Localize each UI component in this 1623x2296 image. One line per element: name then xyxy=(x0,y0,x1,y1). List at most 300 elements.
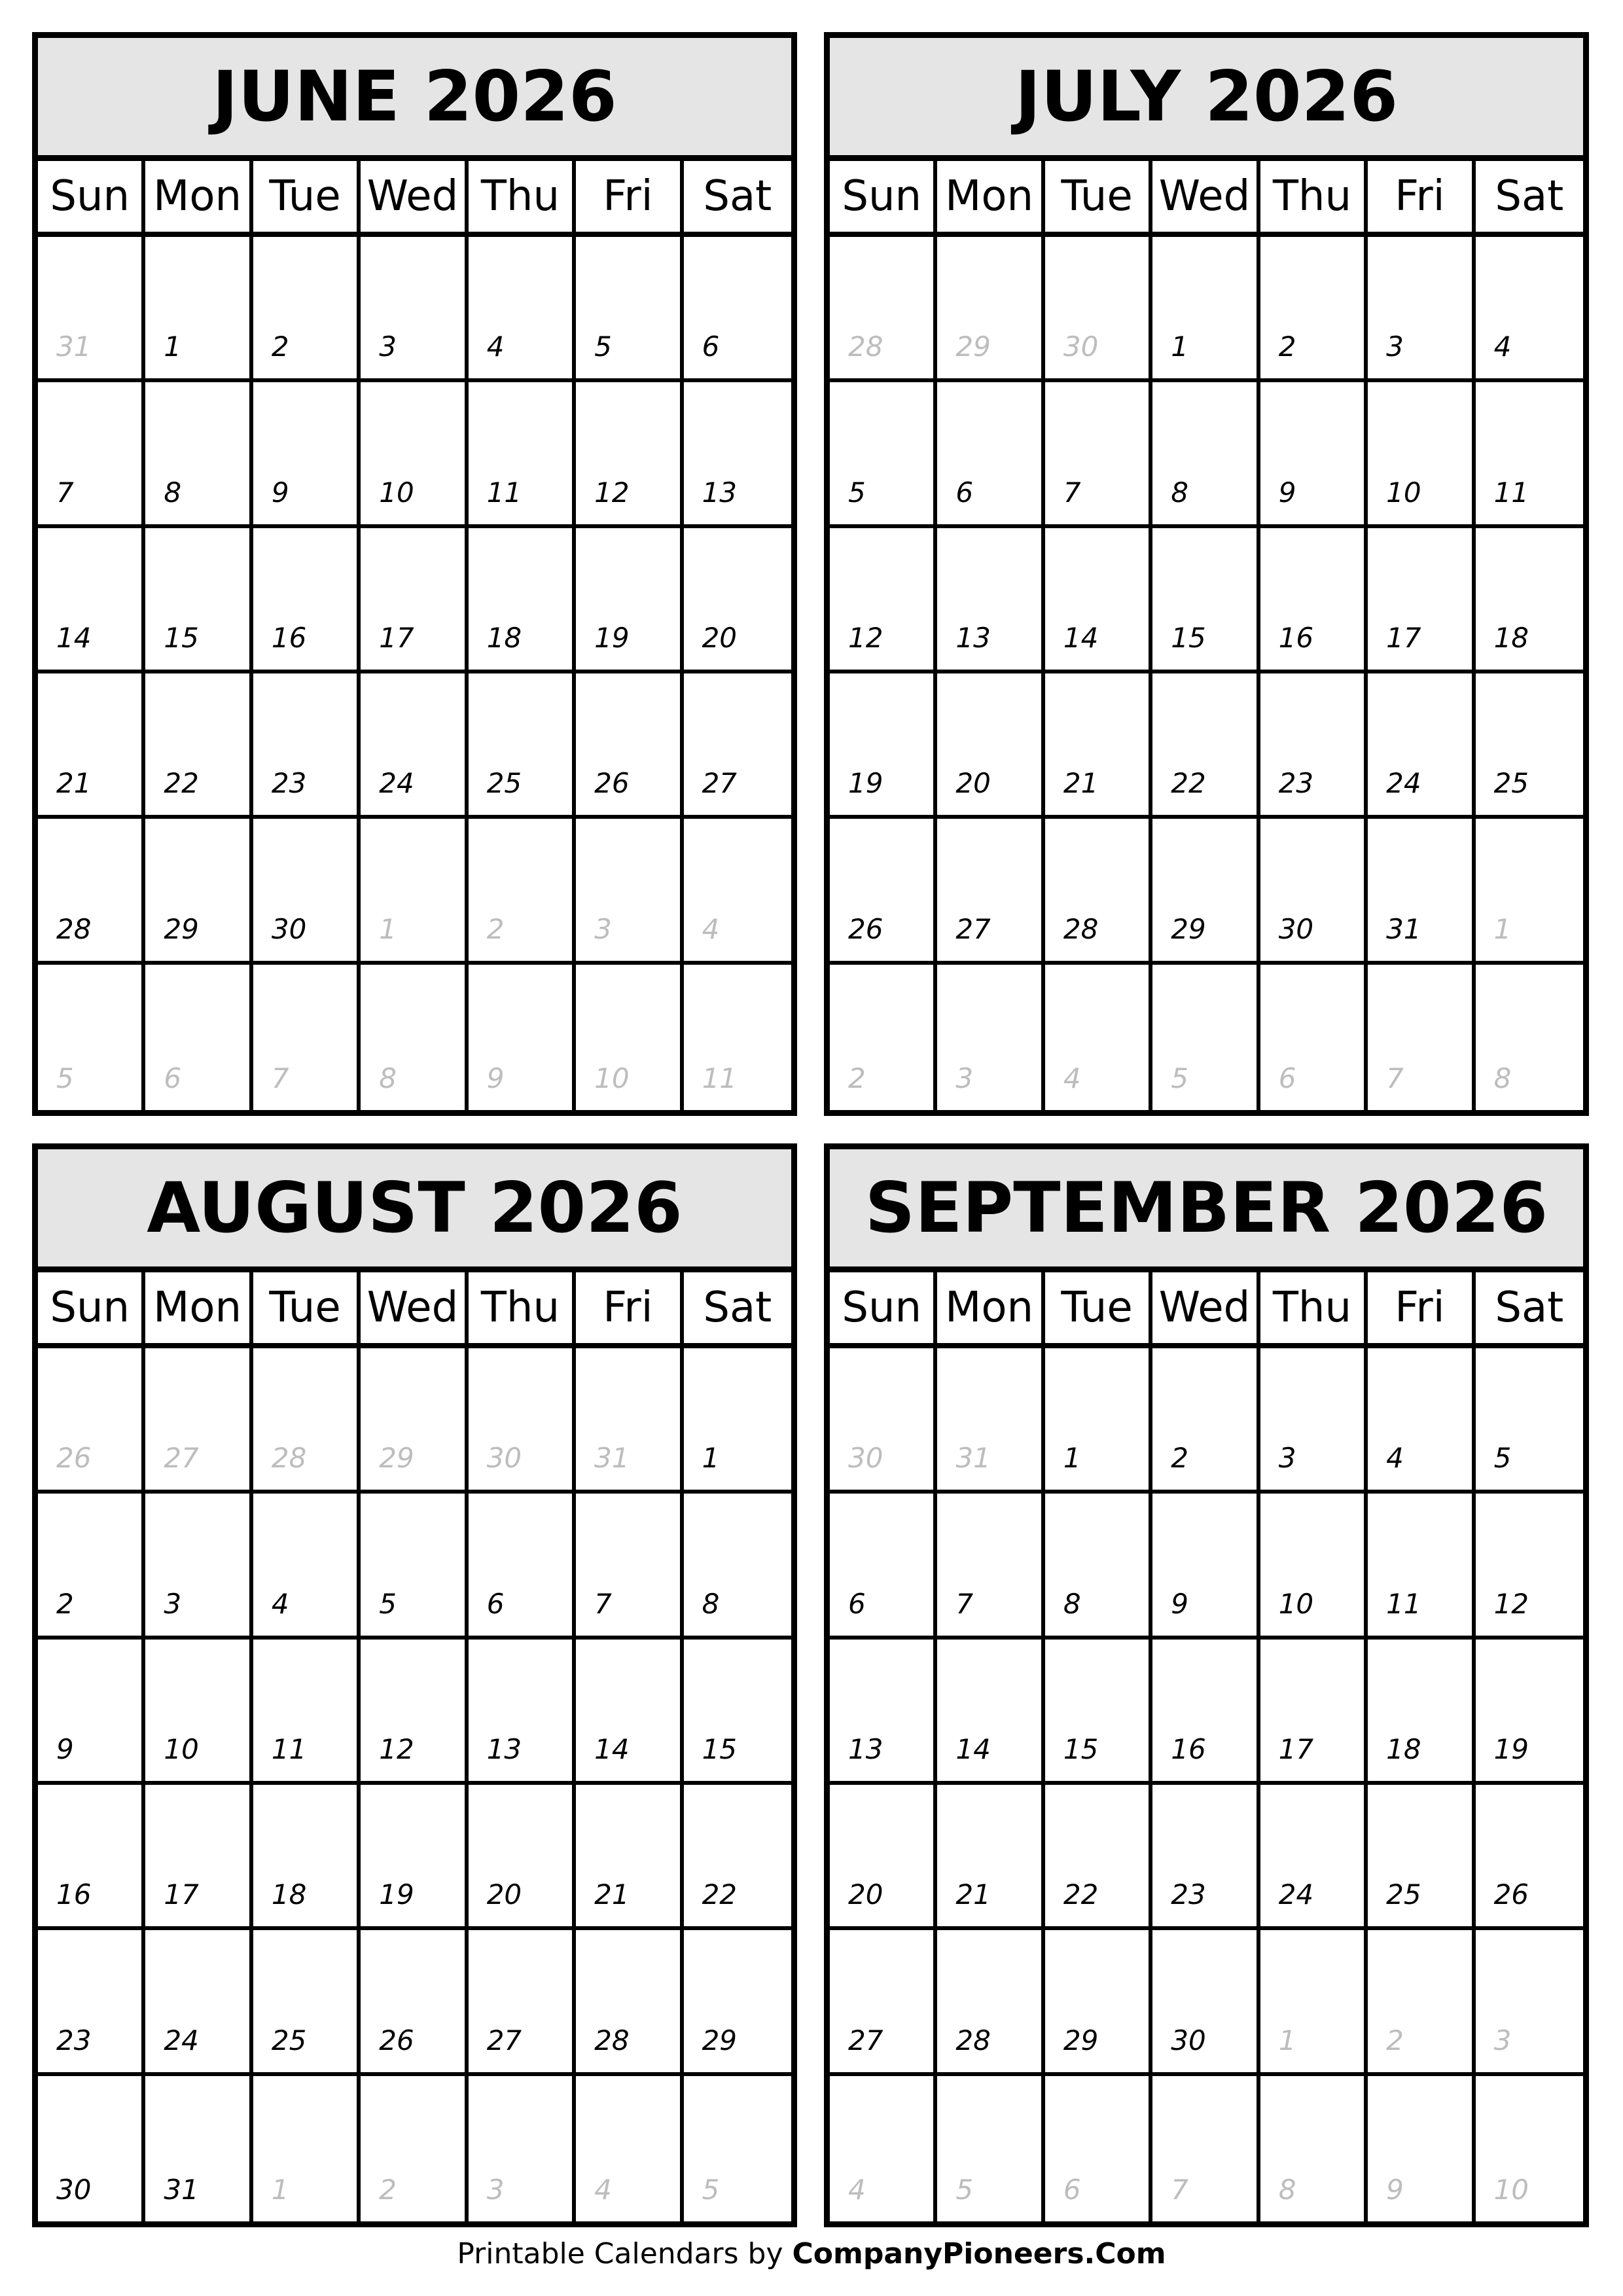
day-cell xyxy=(1260,1785,1368,1930)
day-number: 16 xyxy=(271,621,307,654)
day-number: 7 xyxy=(1171,2173,1189,2206)
day-cell-adjacent-month xyxy=(253,2076,361,2221)
day-number: 15 xyxy=(1171,621,1206,654)
day-number: 9 xyxy=(1386,2173,1404,2206)
day-number: 3 xyxy=(164,1587,182,1620)
day-number: 17 xyxy=(1278,1732,1314,1765)
month-calendar-july xyxy=(824,32,1589,1116)
day-cell xyxy=(830,382,937,528)
day-number: 26 xyxy=(848,912,883,945)
day-cell xyxy=(684,1348,791,1494)
month-title: SEPTEMBER 2026 xyxy=(830,1149,1583,1272)
day-number: 4 xyxy=(486,331,505,363)
day-cell xyxy=(1045,1785,1152,1930)
day-cell-adjacent-month xyxy=(1476,965,1583,1110)
day-number: 9 xyxy=(1278,476,1296,509)
day-cell xyxy=(1476,1785,1583,1930)
day-number: 1 xyxy=(1171,331,1189,363)
weekday-label: Fri xyxy=(576,161,683,232)
day-number: 3 xyxy=(594,912,612,945)
day-cell-adjacent-month xyxy=(1368,1930,1475,2075)
day-number: 19 xyxy=(848,767,883,800)
weekday-header-row xyxy=(830,1272,1583,1348)
day-cell-adjacent-month xyxy=(469,1348,576,1494)
day-number: 31 xyxy=(164,2173,199,2206)
day-number: 21 xyxy=(56,767,92,800)
day-cell xyxy=(361,1785,468,1930)
day-cell-adjacent-month xyxy=(1045,965,1152,1110)
day-cell xyxy=(937,819,1044,964)
day-number: 10 xyxy=(379,476,414,509)
day-cell xyxy=(830,528,937,673)
day-cell xyxy=(38,1494,145,1639)
day-cell xyxy=(1045,1494,1152,1639)
weekday-label: Sun xyxy=(38,161,145,232)
day-number: 4 xyxy=(702,912,720,945)
day-cell xyxy=(145,1930,253,2075)
day-number: 2 xyxy=(56,1587,74,1620)
day-number: 11 xyxy=(1386,1587,1421,1620)
day-cell xyxy=(253,237,361,382)
day-cell-adjacent-month xyxy=(830,2076,937,2221)
day-number: 15 xyxy=(164,621,199,654)
weekday-label: Wed xyxy=(361,1272,468,1343)
day-cell-adjacent-month xyxy=(253,965,361,1110)
day-number: 12 xyxy=(594,476,630,509)
day-cell xyxy=(361,382,468,528)
day-number: 3 xyxy=(1278,1442,1296,1475)
weekday-label: Thu xyxy=(1260,161,1368,232)
day-cell xyxy=(469,1930,576,2075)
day-cell xyxy=(1260,528,1368,673)
weekday-label: Fri xyxy=(1368,1272,1475,1343)
day-number: 4 xyxy=(594,2173,612,2206)
day-cell xyxy=(361,237,468,382)
day-number: 1 xyxy=(379,912,397,945)
day-cell-adjacent-month xyxy=(576,2076,683,2221)
day-cell xyxy=(1152,1640,1260,1785)
day-cell xyxy=(1152,673,1260,819)
day-number: 9 xyxy=(1171,1587,1189,1620)
day-cell-adjacent-month xyxy=(1476,819,1583,964)
day-cell xyxy=(1368,819,1475,964)
day-number: 30 xyxy=(1063,331,1099,363)
day-number: 5 xyxy=(955,2173,974,2206)
day-cell xyxy=(361,1494,468,1639)
day-cell xyxy=(576,237,683,382)
month-title: JULY 2026 xyxy=(830,38,1583,161)
day-number: 31 xyxy=(955,1442,991,1475)
day-number: 20 xyxy=(702,621,738,654)
day-cell xyxy=(1152,382,1260,528)
day-number: 22 xyxy=(1063,1878,1099,1911)
day-number: 24 xyxy=(379,767,414,800)
day-cell-adjacent-month xyxy=(937,237,1044,382)
day-number: 23 xyxy=(56,2024,92,2056)
day-number: 3 xyxy=(955,1062,974,1094)
day-number: 26 xyxy=(379,2024,414,2056)
day-cell xyxy=(38,382,145,528)
day-number: 9 xyxy=(271,476,289,509)
day-cell-adjacent-month xyxy=(469,965,576,1110)
day-number: 4 xyxy=(848,2173,866,2206)
day-number: 1 xyxy=(1493,912,1512,945)
weekday-label: Thu xyxy=(469,161,576,232)
day-cell xyxy=(1260,1348,1368,1494)
day-cell xyxy=(1476,1640,1583,1785)
day-cell-adjacent-month xyxy=(253,1348,361,1494)
weekday-header-row xyxy=(830,161,1583,237)
day-cell xyxy=(1045,1640,1152,1785)
day-number: 6 xyxy=(1063,2173,1081,2206)
day-number: 11 xyxy=(702,1062,738,1094)
day-number: 16 xyxy=(1278,621,1314,654)
day-cell xyxy=(576,1494,683,1639)
weekday-label: Fri xyxy=(1368,161,1475,232)
day-number: 28 xyxy=(955,2024,991,2056)
day-cell xyxy=(38,819,145,964)
day-cell xyxy=(1152,1494,1260,1639)
day-number: 20 xyxy=(486,1878,522,1911)
day-cell xyxy=(361,673,468,819)
day-cell xyxy=(830,1930,937,2075)
weekday-label: Sat xyxy=(703,172,772,221)
day-cell xyxy=(469,1785,576,1930)
month-calendar-august xyxy=(32,1143,797,2227)
day-number: 5 xyxy=(1171,1062,1189,1094)
day-grid xyxy=(38,237,791,1110)
day-number: 14 xyxy=(594,1732,630,1765)
day-number: 14 xyxy=(1063,621,1099,654)
day-number: 31 xyxy=(56,331,92,363)
day-cell xyxy=(937,1785,1044,1930)
weekday-label: Mon xyxy=(937,161,1044,232)
day-cell xyxy=(576,382,683,528)
day-number: 15 xyxy=(1063,1732,1099,1765)
day-number: 23 xyxy=(271,767,307,800)
day-cell xyxy=(469,237,576,382)
day-number: 13 xyxy=(955,621,991,654)
day-cell xyxy=(1260,237,1368,382)
day-cell-adjacent-month xyxy=(145,965,253,1110)
day-number: 17 xyxy=(164,1878,199,1911)
weekday-label: Mon xyxy=(937,1272,1044,1343)
day-cell xyxy=(469,528,576,673)
day-cell xyxy=(1045,1348,1152,1494)
day-number: 10 xyxy=(1493,2173,1529,2206)
day-number: 3 xyxy=(486,2173,505,2206)
day-cell xyxy=(1045,819,1152,964)
day-number: 18 xyxy=(1493,621,1529,654)
day-number: 29 xyxy=(164,912,199,945)
day-number: 18 xyxy=(1386,1732,1421,1765)
day-cell-adjacent-month xyxy=(1476,1930,1583,2075)
day-number: 8 xyxy=(1278,2173,1296,2206)
day-cell xyxy=(1476,382,1583,528)
day-number: 25 xyxy=(1386,1878,1421,1911)
weekday-label: Wed xyxy=(361,161,468,232)
footer-credit xyxy=(0,2237,1623,2270)
day-cell xyxy=(38,1640,145,1785)
day-cell xyxy=(469,382,576,528)
day-cell xyxy=(253,819,361,964)
day-number: 1 xyxy=(702,1442,720,1475)
day-number: 4 xyxy=(1063,1062,1081,1094)
day-cell-adjacent-month xyxy=(576,965,683,1110)
footer-prefix: Printable Calendars by xyxy=(457,2237,793,2270)
day-cell xyxy=(830,1640,937,1785)
day-cell-adjacent-month xyxy=(38,1348,145,1494)
day-number: 25 xyxy=(486,767,522,800)
day-cell xyxy=(830,1494,937,1639)
day-number: 1 xyxy=(1278,2024,1296,2056)
day-number: 26 xyxy=(1493,1878,1529,1911)
day-number: 30 xyxy=(271,912,307,945)
day-number: 5 xyxy=(56,1062,74,1094)
day-number: 22 xyxy=(702,1878,738,1911)
day-cell xyxy=(684,528,791,673)
day-cell xyxy=(937,528,1044,673)
day-number: 11 xyxy=(1493,476,1529,509)
day-cell xyxy=(937,382,1044,528)
day-number: 27 xyxy=(164,1442,199,1475)
weekday-label: Thu xyxy=(469,1272,576,1343)
day-cell xyxy=(145,2076,253,2221)
day-cell-adjacent-month xyxy=(1152,965,1260,1110)
day-cell xyxy=(937,1640,1044,1785)
day-cell xyxy=(1260,1494,1368,1639)
day-cell-adjacent-month xyxy=(1152,2076,1260,2221)
day-cell-adjacent-month xyxy=(145,1348,253,1494)
day-cell xyxy=(1368,1494,1475,1639)
day-number: 17 xyxy=(379,621,414,654)
day-number: 8 xyxy=(164,476,182,509)
day-cell xyxy=(576,1785,683,1930)
day-cell-adjacent-month xyxy=(361,2076,468,2221)
day-number: 20 xyxy=(955,767,991,800)
day-number: 24 xyxy=(1386,767,1421,800)
day-number: 26 xyxy=(594,767,630,800)
day-cell xyxy=(830,1785,937,1930)
day-number: 15 xyxy=(702,1732,738,1765)
day-cell xyxy=(684,237,791,382)
weekday-label: Sat xyxy=(1495,1283,1564,1332)
day-number: 7 xyxy=(955,1587,974,1620)
day-number: 22 xyxy=(164,767,199,800)
day-cell xyxy=(1368,528,1475,673)
weekday-label: Sat xyxy=(1495,172,1564,221)
day-cell-adjacent-month xyxy=(576,819,683,964)
day-number: 29 xyxy=(379,1442,414,1475)
day-number: 1 xyxy=(271,2173,289,2206)
day-cell-adjacent-month xyxy=(361,1348,468,1494)
day-cell xyxy=(253,1785,361,1930)
day-number: 5 xyxy=(848,476,866,509)
day-cell-adjacent-month xyxy=(830,237,937,382)
day-number: 30 xyxy=(486,1442,522,1475)
day-cell xyxy=(469,1640,576,1785)
day-cell xyxy=(1476,528,1583,673)
day-cell-adjacent-month xyxy=(38,965,145,1110)
day-cell xyxy=(576,673,683,819)
day-cell-adjacent-month xyxy=(830,965,937,1110)
day-number: 28 xyxy=(848,331,883,363)
day-number: 1 xyxy=(164,331,182,363)
day-number: 4 xyxy=(271,1587,289,1620)
day-cell-adjacent-month xyxy=(1368,2076,1475,2221)
day-number: 21 xyxy=(1063,767,1099,800)
day-number: 2 xyxy=(1386,2024,1404,2056)
day-cell xyxy=(145,673,253,819)
day-cell xyxy=(1260,673,1368,819)
day-cell xyxy=(937,1930,1044,2075)
day-cell xyxy=(38,2076,145,2221)
day-number: 2 xyxy=(271,331,289,363)
day-number: 25 xyxy=(1493,767,1529,800)
day-number: 31 xyxy=(594,1442,630,1475)
day-cell xyxy=(145,382,253,528)
day-number: 19 xyxy=(1493,1732,1529,1765)
day-number: 6 xyxy=(702,331,720,363)
day-cell xyxy=(1476,1348,1583,1494)
day-cell xyxy=(145,528,253,673)
month-calendar-june xyxy=(32,32,797,1116)
day-cell xyxy=(1260,1640,1368,1785)
weekday-header-row xyxy=(38,1272,791,1348)
day-cell xyxy=(1476,237,1583,382)
day-number: 2 xyxy=(379,2173,397,2206)
day-cell xyxy=(1368,237,1475,382)
day-cell xyxy=(1045,673,1152,819)
day-cell xyxy=(38,1785,145,1930)
day-cell xyxy=(937,673,1044,819)
weekday-label: Sat xyxy=(703,1283,772,1332)
day-cell xyxy=(1152,819,1260,964)
day-cell-adjacent-month xyxy=(469,2076,576,2221)
day-number: 9 xyxy=(486,1062,505,1094)
day-cell-adjacent-month xyxy=(937,965,1044,1110)
day-cell xyxy=(253,382,361,528)
footer-brand-link[interactable]: CompanyPioneers.Com xyxy=(792,2237,1166,2270)
weekday-label: Tue xyxy=(253,1272,361,1343)
day-number: 5 xyxy=(1493,1442,1512,1475)
day-number: 27 xyxy=(848,2024,883,2056)
day-number: 12 xyxy=(379,1732,414,1765)
day-number: 3 xyxy=(1386,331,1404,363)
day-cell xyxy=(830,673,937,819)
day-cell xyxy=(1368,1348,1475,1494)
weekday-label: Wed xyxy=(1152,161,1260,232)
day-number: 6 xyxy=(1278,1062,1296,1094)
day-cell-adjacent-month xyxy=(684,819,791,964)
day-number: 8 xyxy=(1063,1587,1081,1620)
day-cell-adjacent-month xyxy=(1045,237,1152,382)
day-cell xyxy=(684,1785,791,1930)
day-number: 19 xyxy=(379,1878,414,1911)
day-cell xyxy=(937,1494,1044,1639)
day-number: 26 xyxy=(56,1442,92,1475)
day-number: 8 xyxy=(1493,1062,1512,1094)
day-cell xyxy=(253,673,361,819)
day-number: 12 xyxy=(848,621,883,654)
day-number: 12 xyxy=(1493,1587,1529,1620)
weekday-header-row xyxy=(38,161,791,237)
day-grid xyxy=(830,1348,1583,2221)
day-number: 19 xyxy=(594,621,630,654)
day-number: 18 xyxy=(486,621,522,654)
day-cell xyxy=(145,1640,253,1785)
day-number: 16 xyxy=(56,1878,92,1911)
day-cell-adjacent-month xyxy=(937,2076,1044,2221)
weekday-label: Mon xyxy=(145,161,253,232)
day-number: 17 xyxy=(1386,621,1421,654)
day-cell-adjacent-month xyxy=(1476,2076,1583,2221)
day-cell xyxy=(1476,673,1583,819)
day-number: 5 xyxy=(702,2173,720,2206)
weekday-label: Sun xyxy=(830,1272,937,1343)
day-number: 8 xyxy=(702,1587,720,1620)
day-number: 20 xyxy=(848,1878,883,1911)
day-number: 6 xyxy=(486,1587,505,1620)
day-number: 10 xyxy=(594,1062,630,1094)
day-number: 31 xyxy=(1386,912,1421,945)
day-number: 8 xyxy=(1171,476,1189,509)
day-number: 4 xyxy=(1386,1442,1404,1475)
day-number: 10 xyxy=(164,1732,199,1765)
day-cell xyxy=(1368,673,1475,819)
day-number: 21 xyxy=(594,1878,630,1911)
day-number: 2 xyxy=(1171,1442,1189,1475)
day-number: 3 xyxy=(379,331,397,363)
day-cell-adjacent-month xyxy=(830,1348,937,1494)
day-number: 11 xyxy=(271,1732,307,1765)
day-cell-adjacent-month xyxy=(1045,2076,1152,2221)
weekday-label: Tue xyxy=(1045,161,1152,232)
day-number: 9 xyxy=(56,1732,74,1765)
day-cell xyxy=(1152,1348,1260,1494)
day-cell xyxy=(253,1640,361,1785)
month-calendar-september xyxy=(824,1143,1589,2227)
day-cell-adjacent-month xyxy=(576,1348,683,1494)
day-cell xyxy=(684,1930,791,2075)
weekday-label: Sun xyxy=(38,1272,145,1343)
day-cell-adjacent-month xyxy=(684,965,791,1110)
day-number: 27 xyxy=(955,912,991,945)
day-number: 28 xyxy=(56,912,92,945)
day-cell-adjacent-month xyxy=(937,1348,1044,1494)
month-title: JUNE 2026 xyxy=(38,38,791,161)
day-number: 23 xyxy=(1171,1878,1206,1911)
day-number: 24 xyxy=(1278,1878,1314,1911)
day-number: 6 xyxy=(955,476,974,509)
day-number: 30 xyxy=(1171,2024,1206,2056)
day-number: 7 xyxy=(594,1587,612,1620)
day-number: 5 xyxy=(379,1587,397,1620)
weekday-label: Wed xyxy=(1152,1272,1260,1343)
day-number: 29 xyxy=(702,2024,738,2056)
day-number: 14 xyxy=(955,1732,991,1765)
day-cell xyxy=(361,528,468,673)
day-cell xyxy=(145,1494,253,1639)
day-number: 7 xyxy=(271,1062,289,1094)
day-cell-adjacent-month xyxy=(469,819,576,964)
day-number: 11 xyxy=(486,476,522,509)
day-cell-adjacent-month xyxy=(684,2076,791,2221)
day-cell xyxy=(1152,1930,1260,2075)
day-cell xyxy=(38,673,145,819)
day-cell xyxy=(1152,528,1260,673)
day-number: 29 xyxy=(1063,2024,1099,2056)
